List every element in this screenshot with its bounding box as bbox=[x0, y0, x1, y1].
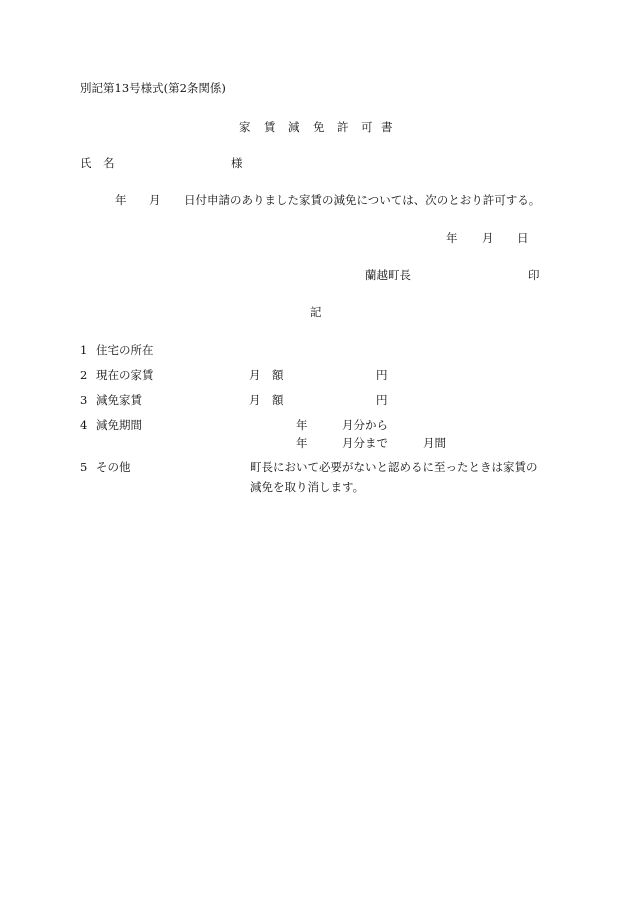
monthly-label: 月 額 bbox=[249, 368, 284, 382]
date-day: 日 bbox=[517, 231, 529, 245]
item-number: 3 bbox=[80, 393, 88, 407]
title-char: 書 bbox=[381, 120, 393, 134]
date-year: 年 bbox=[446, 231, 458, 245]
title-char: 許 bbox=[337, 120, 349, 134]
item-label: 住宅の所在 bbox=[96, 343, 154, 357]
item-label: 現在の家賃 bbox=[96, 368, 154, 382]
note-heading: 記 bbox=[310, 305, 322, 319]
item-number: 5 bbox=[80, 460, 88, 474]
item-label: 減免期間 bbox=[96, 418, 142, 432]
date-month: 月 bbox=[482, 231, 494, 245]
item-number: 1 bbox=[80, 343, 88, 357]
title-char: 免 bbox=[313, 120, 325, 134]
period-months: 月間 bbox=[423, 436, 446, 450]
period-to-month: 月分まで bbox=[342, 436, 388, 450]
title-char: 可 bbox=[361, 120, 373, 134]
yen-unit: 円 bbox=[376, 393, 388, 407]
title-char: 賃 bbox=[264, 120, 276, 134]
item-label: その他 bbox=[96, 460, 131, 474]
item-label: 減免家賃 bbox=[96, 393, 142, 407]
yen-unit: 円 bbox=[376, 368, 388, 382]
form-reference: 別記第13号様式(第2条関係) bbox=[80, 81, 226, 95]
period-from-year: 年 bbox=[296, 418, 308, 432]
monthly-label: 月 額 bbox=[249, 393, 284, 407]
other-note-line1: 町長において必要がないと認めるに至ったときは家賃の bbox=[250, 460, 538, 474]
name-label: 氏 名 bbox=[80, 156, 115, 170]
body-sentence: 日付申請のありました家賃の減免については、次のとおり許可する。 bbox=[184, 193, 541, 207]
other-note-line2: 減免を取り消します。 bbox=[250, 480, 365, 494]
title-char: 家 bbox=[239, 120, 251, 134]
honorific: 様 bbox=[231, 156, 243, 170]
title-char: 減 bbox=[288, 120, 300, 134]
seal-mark: 印 bbox=[528, 268, 540, 282]
item-number: 2 bbox=[80, 368, 88, 382]
period-to-year: 年 bbox=[296, 436, 308, 450]
body-month: 月 bbox=[149, 193, 161, 207]
body-year: 年 bbox=[115, 193, 127, 207]
period-from-month: 月分から bbox=[342, 418, 388, 432]
issuer-title: 蘭越町長 bbox=[365, 268, 411, 282]
item-number: 4 bbox=[80, 418, 88, 432]
